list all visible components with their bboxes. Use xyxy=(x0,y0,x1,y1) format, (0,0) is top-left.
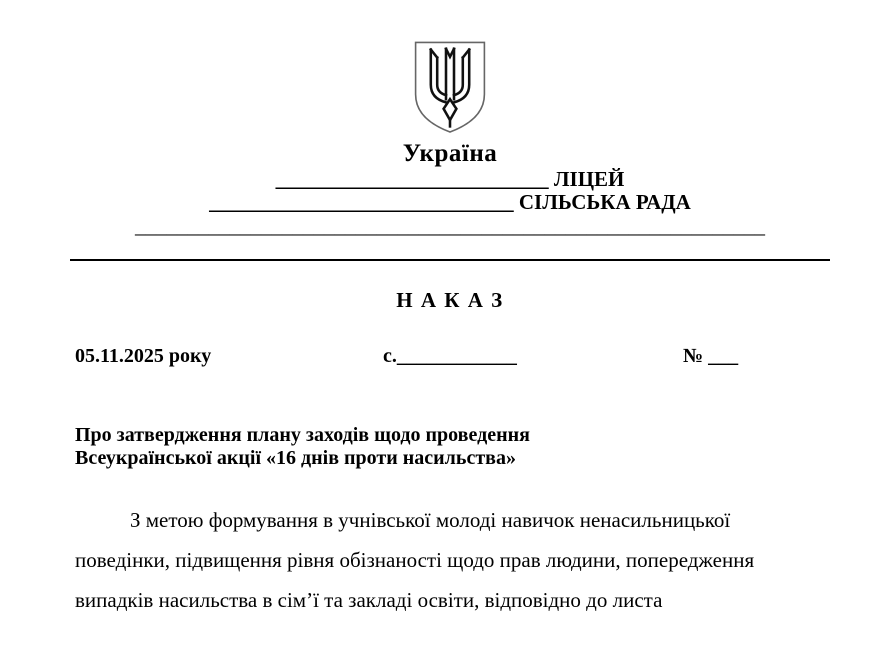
subject-line-1: Про затвердження плану заходів щодо проведення xyxy=(75,424,530,446)
order-place: с.____________ xyxy=(383,345,517,367)
order-date: 05.11.2025 року xyxy=(75,345,212,367)
emblem-block xyxy=(0,40,876,136)
ukraine-coat-of-arms-icon xyxy=(410,40,490,136)
order-title: Н А К А З xyxy=(396,288,504,312)
body-paragraph: З метою формування в учнівської молоді навичок ненасильницької поведінки, підвищення рівня обізнаності щодо прав людини, попередження випадків насильства в сім’ї та закладі освіти, відповідно до листа xyxy=(75,508,755,612)
org-line-lyceum: __________________________ ЛІЦЕЙ xyxy=(275,167,625,191)
horizontal-divider xyxy=(70,259,830,261)
subject-line-2: Всеукраїнської акції «16 днів проти насильства» xyxy=(75,447,516,469)
org-line-village-council: _____________________________ СІЛЬСЬКА РАДА xyxy=(209,190,691,214)
date-row xyxy=(0,345,876,371)
document-page xyxy=(0,40,876,620)
order-subject xyxy=(75,424,876,470)
org-blank-line: ____________________________________________________________ xyxy=(135,214,765,238)
order-number: № ___ xyxy=(683,345,739,367)
country-name: Україна xyxy=(402,140,498,167)
